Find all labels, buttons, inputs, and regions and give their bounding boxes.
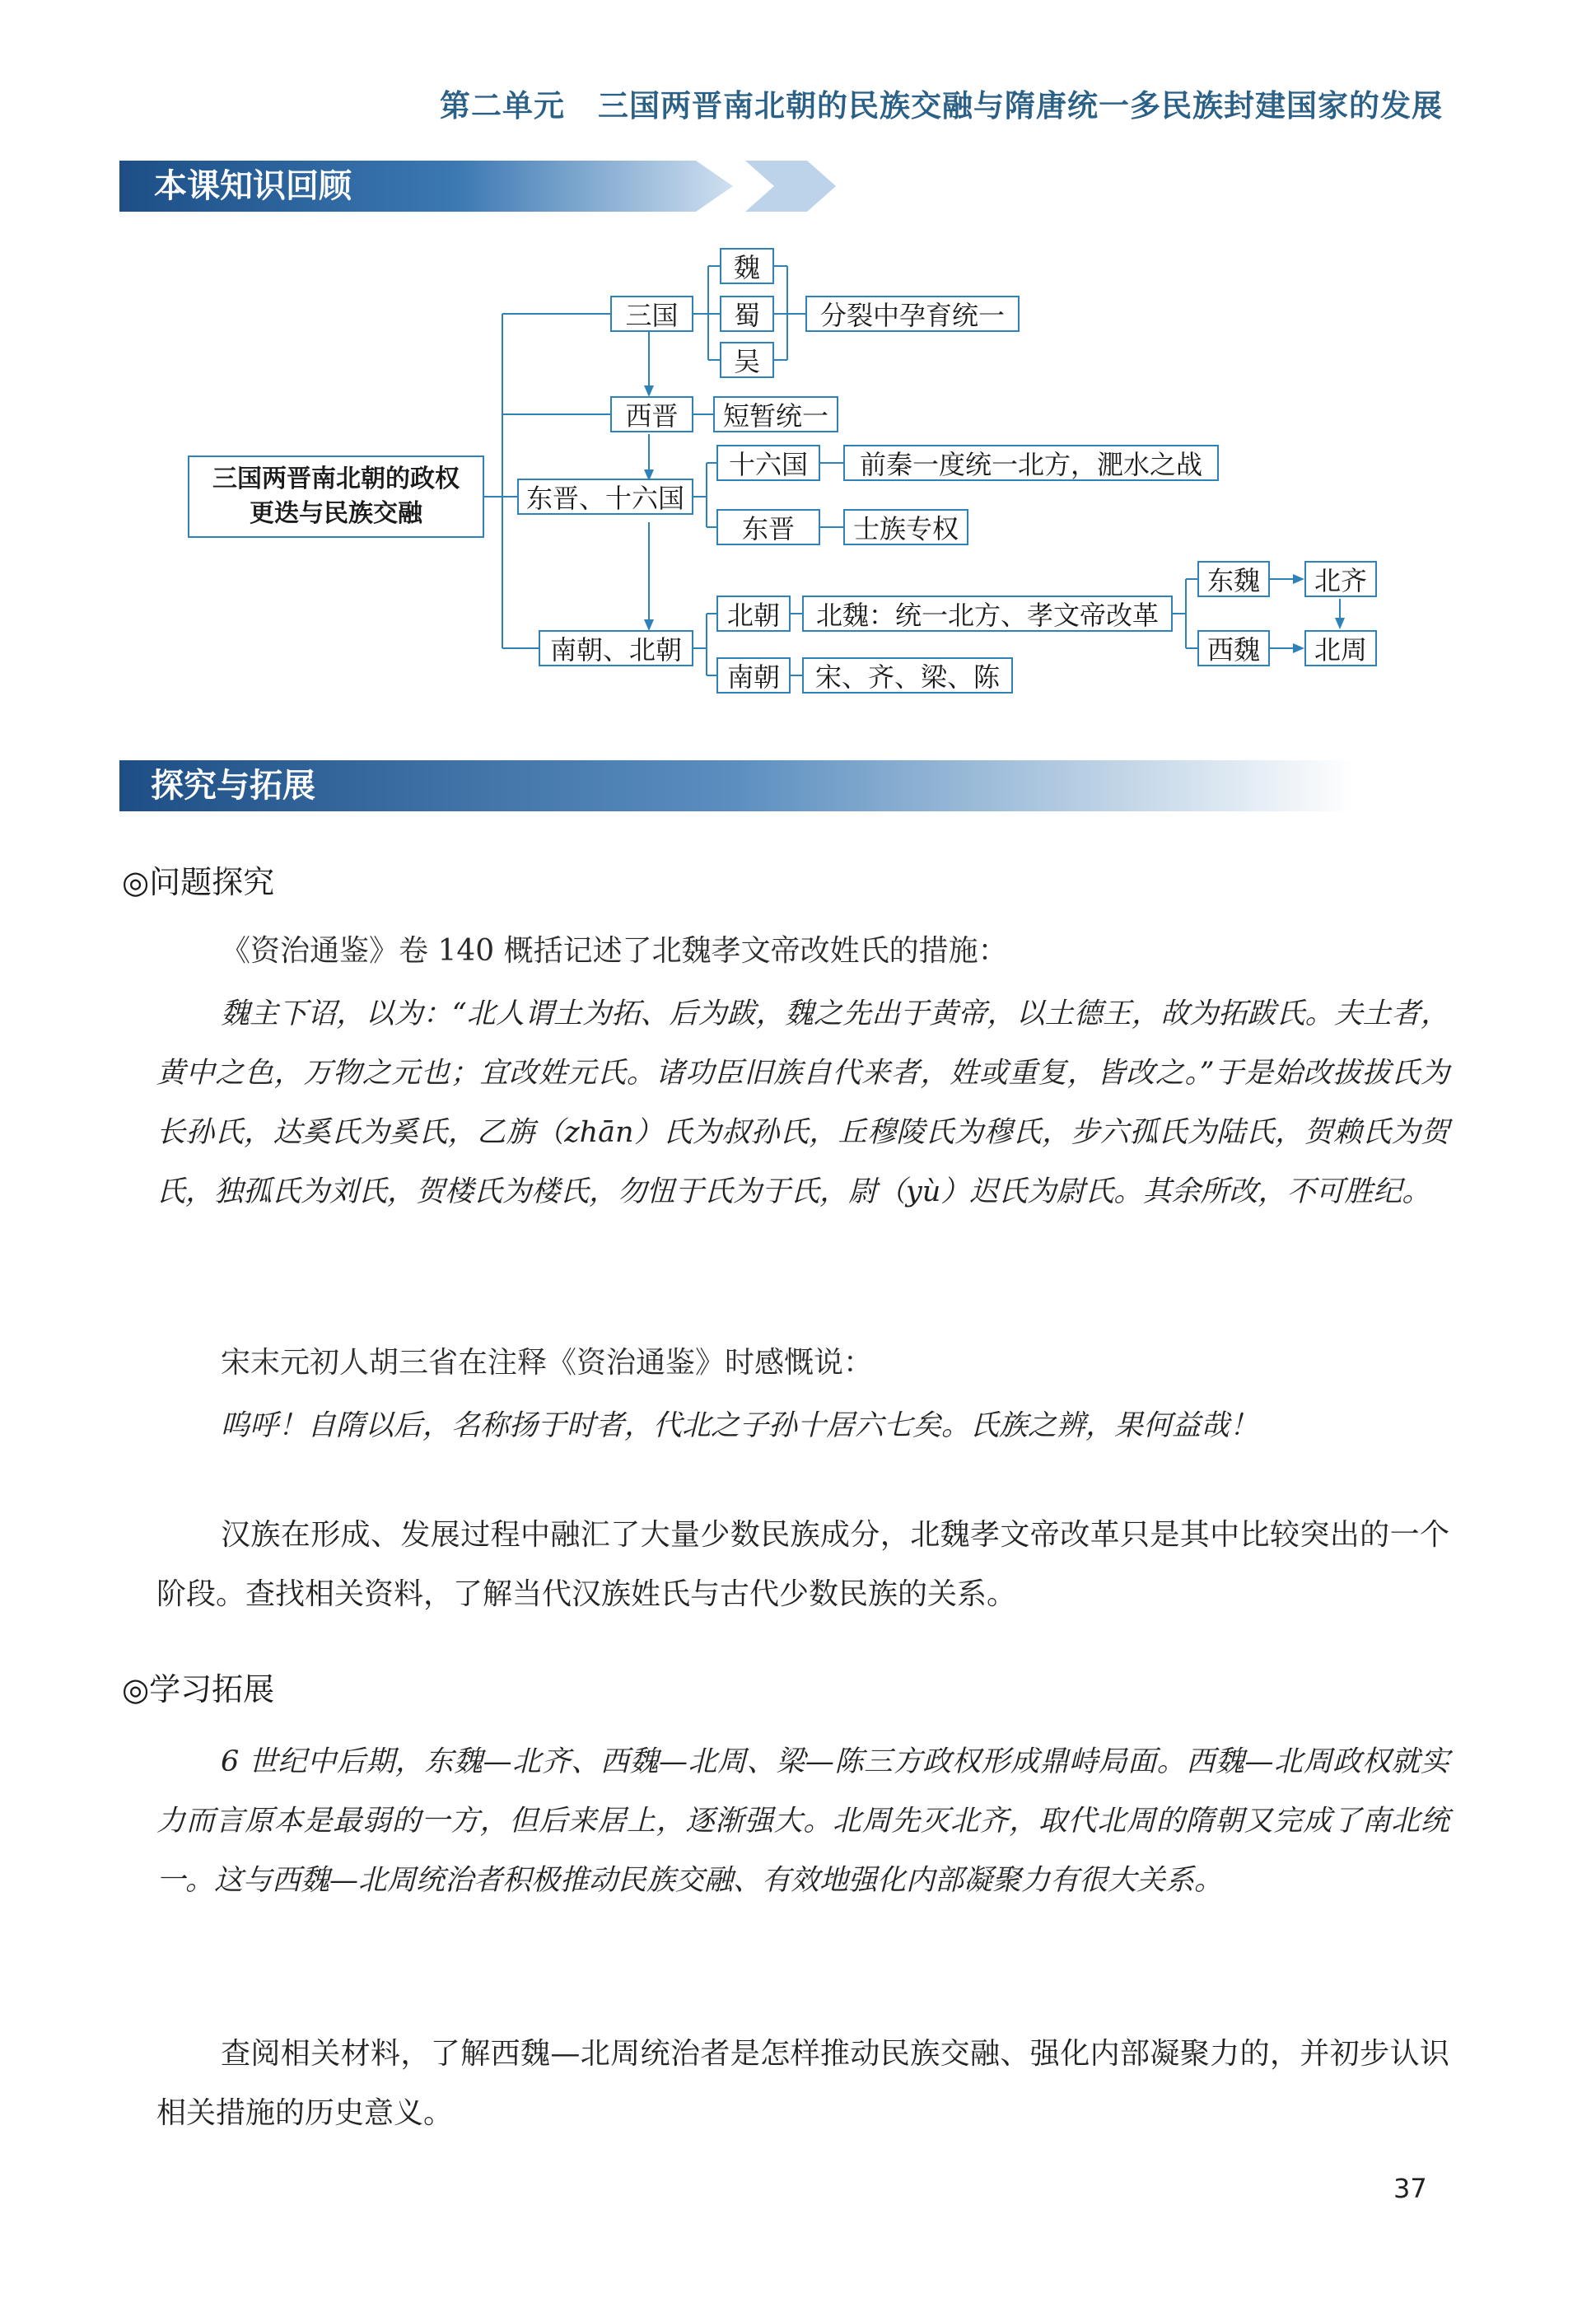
task-paragraph-2: 查阅相关材料，了解西魏—北周统治者是怎样推动民族交融、强化内部凝聚力的，并初步认识相关措施的历史意义。 bbox=[156, 2037, 1449, 2130]
page-number: 37 bbox=[1393, 2173, 1427, 2204]
node-beichao: 北朝 bbox=[716, 596, 791, 632]
node-wu: 吴 bbox=[720, 342, 774, 378]
extension-text: 6 世纪中后期，东魏—北齐、西魏—北周、梁—陈三方政权形成鼎峙局面。西魏—北周政权就实力而言原本是最弱的一方，但后来居上，逐渐强大。北周先灭北齐，取代北周的隋朝又完成了南北统一。这与西魏—北周统治者积极推动民族交融、有效地强化内部凝聚力有很大关系。 bbox=[156, 1745, 1449, 1897]
note-beichao: 北魏：统一北方、孝文帝改革 bbox=[802, 596, 1173, 632]
root-line-2: 更迭与民族交融 bbox=[250, 499, 422, 528]
node-dongjin: 东晋 bbox=[716, 509, 820, 545]
note-nanchao: 宋、齐、梁、陈 bbox=[802, 657, 1013, 694]
node-xiwei: 西魏 bbox=[1197, 630, 1270, 666]
subheading-extension: ◎学习拓展 bbox=[122, 1671, 275, 1707]
section-banner-review bbox=[119, 161, 836, 212]
node-shiliuguo: 十六国 bbox=[716, 445, 820, 481]
node-shu: 蜀 bbox=[720, 296, 774, 332]
intro-paragraph-1: 《资治通鉴》卷 140 概括记述了北魏孝文帝改姓氏的措施： bbox=[221, 934, 1008, 968]
note-sanguo: 分裂中孕育统一 bbox=[805, 296, 1020, 332]
task-paragraph-1: 汉族在形成、发展过程中融汇了大量少数民族成分，北魏孝文帝改革只是其中比较突出的一个阶段。查找相关资料，了解当代汉族姓氏与古代少数民族的关系。 bbox=[156, 1518, 1449, 1611]
subheading-problem: ◎问题探究 bbox=[122, 864, 275, 900]
quote-zizhitongjian: 魏主下诏，以为：“北人谓土为拓、后为跋，魏之先出于黄帝，以土德王，故为拓跋氏。夫土者，黄中之色，万物之元也；宜改姓元氏。诸功臣旧族自代来者，姓或重复，皆改之。”于是始改拔拔氏为长孙氏，达奚氏为奚氏，乙旃（zhān）氏为叔孙氏，丘穆陵氏为穆氏，步六孤氏为陆氏，贺赖氏为贺氏，独孤氏为刘氏，贺楼氏为楼氏，勿忸于氏为于氏，尉（yù）迟氏为尉氏。其余所改，不可胜纪。 bbox=[156, 997, 1449, 1208]
note-dongjin: 士族专权 bbox=[843, 509, 968, 545]
node-dongwei: 东魏 bbox=[1197, 561, 1270, 597]
node-dongjin-shiliuguo: 东晋、十六国 bbox=[517, 479, 693, 515]
node-wei: 魏 bbox=[720, 248, 774, 284]
unit-title: 三国两晋南北朝的民族交融与隋唐统一多民族封建国家的发展 bbox=[598, 88, 1443, 124]
note-xijin: 短暂统一 bbox=[713, 396, 838, 432]
unit-label: 第二单元 bbox=[440, 88, 565, 124]
node-sanguo: 三国 bbox=[610, 296, 693, 332]
section-banner-explore bbox=[119, 760, 1355, 811]
node-beizhou: 北周 bbox=[1304, 630, 1377, 666]
node-nanchao-beichao: 南朝、北朝 bbox=[539, 630, 693, 666]
node-xijin: 西晋 bbox=[610, 396, 693, 432]
running-header bbox=[0, 81, 1443, 125]
section-title-explore: 探究与拓展 bbox=[151, 767, 315, 805]
note-shiliuguo: 前秦一度统一北方，淝水之战 bbox=[843, 445, 1219, 481]
intro-paragraph-2: 宋末元初人胡三省在注释《资治通鉴》时感慨说： bbox=[221, 1346, 874, 1380]
quote-husansheng: 呜呼！自隋以后，名称扬于时者，代北之子孙十居六七矣。氏族之辨，果何益哉！ bbox=[221, 1409, 1259, 1442]
root-line-1: 三国两晋南北朝的政权 bbox=[212, 465, 460, 493]
node-nanchao: 南朝 bbox=[716, 657, 791, 694]
section-title-review: 本课知识回顾 bbox=[154, 167, 352, 205]
node-beiqi: 北齐 bbox=[1304, 561, 1377, 597]
diagram-root bbox=[188, 455, 484, 538]
